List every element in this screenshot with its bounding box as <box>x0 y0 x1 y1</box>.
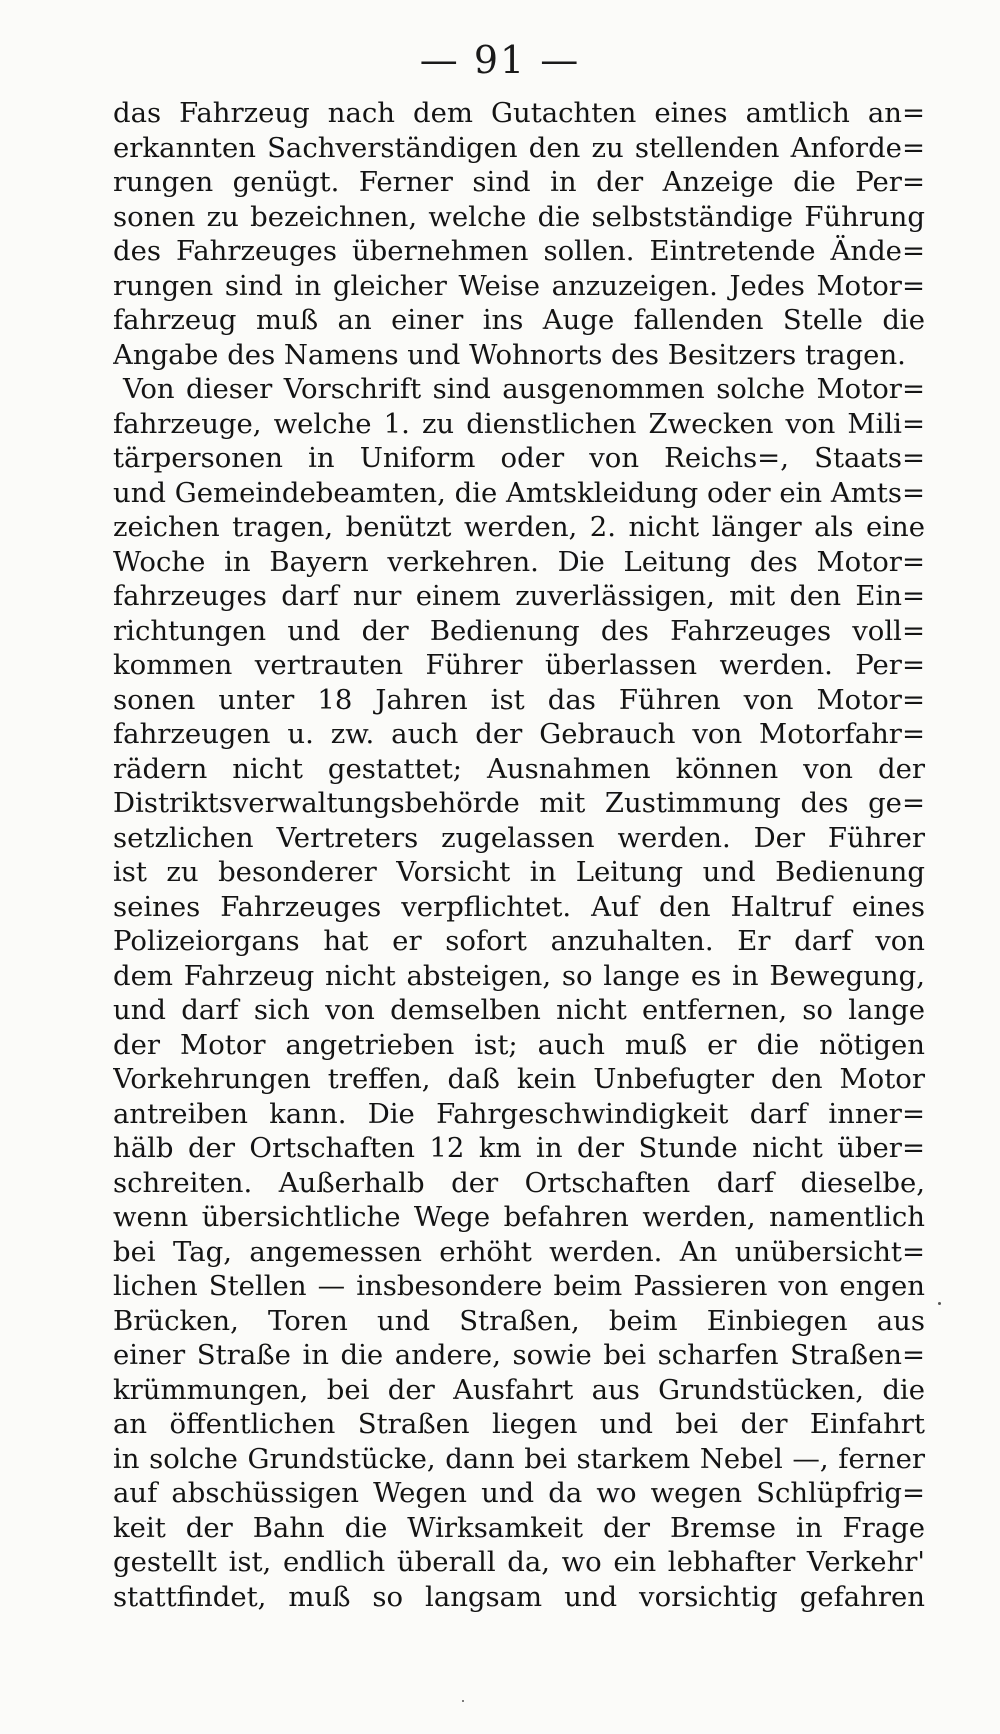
text-line: tärpersonen in Uniform oder von Reichs=, Staats= <box>113 442 925 474</box>
text-line: stattfindet, muß so langsam und vorsichtig gefahren <box>113 1580 925 1613</box>
text-line: schreiten. Außerhalb der Ortschaften darf dieselbe, <box>113 1166 925 1199</box>
text-line: antreiben kann. Die Fahrgeschwindigkeit darf inner= <box>113 1097 925 1130</box>
text-line: lichen Stellen — insbesondere beim Passieren von engen <box>113 1270 925 1302</box>
text-line: fahrzeuge, welche 1. zu dienstlichen Zwecken von Mili= <box>113 407 925 440</box>
text-line: der Motor angetrieben ist; auch muß er die nötigen <box>113 1028 925 1061</box>
text-line: Polizeiorgans hat er sofort anzuhalten. Er darf von <box>113 925 925 957</box>
text-line: das Fahrzeug nach dem Gutachten eines amtlich an= <box>113 97 925 129</box>
text-line: zeichen tragen, benützt werden, 2. nicht länger als eine <box>113 511 925 543</box>
page-number: — 91 — <box>419 38 581 82</box>
text-line: rädern nicht gestattet; Ausnahmen können von der <box>113 752 925 785</box>
text-line: wenn übersichtliche Wege befahren werden, namentlich <box>113 1201 925 1233</box>
text-line: sonen zu bezeichnen, welche die selbstständige Führung <box>113 200 925 233</box>
text-line: seines Fahrzeuges verpflichtet. Auf den Haltruf eines <box>113 890 925 923</box>
text-line: dem Fahrzeug nicht absteigen, so lange es in Bewegung, <box>113 959 925 992</box>
text-line: ist zu besonderer Vorsicht in Leitung und Bedienung <box>113 856 925 888</box>
print-speck <box>462 1700 464 1702</box>
text-line: erkannten Sachverständigen den zu stellenden Anforde= <box>113 131 925 164</box>
text-line: Distriktsverwaltungsbehörde mit Zustimmung des ge= <box>113 787 925 819</box>
text-line: und Gemeindebeamten, die Amtskleidung oder ein Amts= <box>113 476 925 509</box>
text-line: fahrzeug muß an einer ins Auge fallenden Stelle die <box>113 304 925 336</box>
text-line: krümmungen, bei der Ausfahrt aus Grundstücken, die <box>113 1373 925 1406</box>
text-line: auf abschüssigen Wegen und da wo wegen Schlüpfrig= <box>113 1477 925 1509</box>
body-text <box>113 96 925 1614</box>
text-line: Woche in Bayern verkehren. Die Leitung des Motor= <box>113 545 925 578</box>
text-line: Angabe des Namens und Wohnorts des Besitzers tragen. <box>113 338 906 371</box>
print-speck <box>938 1302 941 1305</box>
text-line: setzlichen Vertreters zugelassen werden. Der Führer <box>113 821 925 854</box>
text-line: des Fahrzeuges übernehmen sollen. Eintretende Ände= <box>113 235 925 267</box>
text-line: und darf sich von demselben nicht entfernen, so lange <box>113 994 925 1026</box>
text-line: gestellt ist, endlich überall da, wo ein lebhafter Verkehr' <box>113 1546 925 1578</box>
text-line: hälb der Ortschaften 12 km in der Stunde nicht über= <box>113 1132 925 1164</box>
text-line: einer Straße in die andere, sowie bei scharfen Straßen= <box>113 1339 925 1371</box>
paragraph-start-line: Von dieser Vorschrift sind ausgenommen solche Motor= <box>123 373 925 405</box>
text-line: keit der Bahn die Wirksamkeit der Bremse in Frage <box>113 1511 925 1544</box>
text-line: bei Tag, angemessen erhöht werden. An unübersicht= <box>113 1235 925 1268</box>
text-line: fahrzeuges darf nur einem zuverlässigen, mit den Ein= <box>113 580 925 612</box>
text-line: rungen genügt. Ferner sind in der Anzeige die Per= <box>113 166 925 198</box>
text-line: fahrzeugen u. zw. auch der Gebrauch von Motorfahr= <box>113 718 925 750</box>
text-line: kommen vertrauten Führer überlassen werden. Per= <box>113 649 925 681</box>
text-line: sonen unter 18 Jahren ist das Führen von Motor= <box>113 683 925 716</box>
text-line: an öffentlichen Straßen liegen und bei der Einfahrt <box>113 1408 925 1440</box>
text-line: in solche Grundstücke, dann bei starkem Nebel —, ferner <box>113 1442 925 1475</box>
text-line: Vorkehrungen treffen, daß kein Unbefugter den Motor <box>113 1063 925 1095</box>
text-line: Brücken, Toren und Straßen, beim Einbiegen aus <box>113 1304 925 1337</box>
text-line: rungen sind in gleicher Weise anzuzeigen. Jedes Motor= <box>113 269 925 302</box>
text-line: richtungen und der Bedienung des Fahrzeuges voll= <box>113 614 925 647</box>
